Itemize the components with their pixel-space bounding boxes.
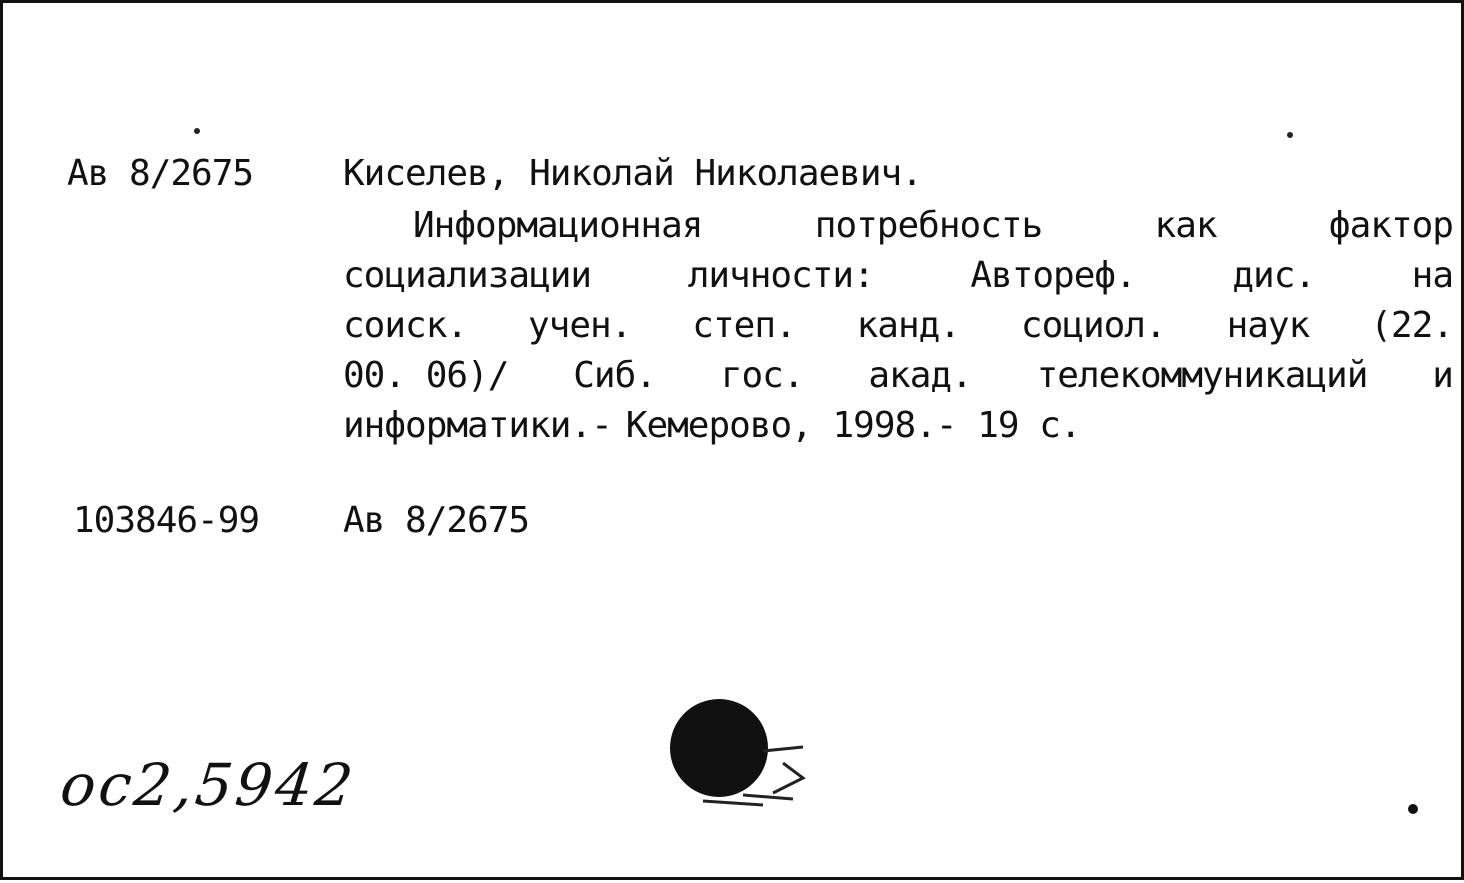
word: 00. 06)/ [343, 355, 509, 396]
word: наук [1226, 305, 1310, 346]
word: социол. [1020, 305, 1166, 346]
word: и [1432, 355, 1453, 396]
description-line [343, 305, 1453, 346]
word: на [1411, 255, 1453, 296]
speck [1408, 804, 1418, 814]
speck [1287, 132, 1293, 138]
inventory-number: 103846-99 [73, 500, 260, 541]
word: соиск. [343, 305, 468, 346]
word: гос. [720, 355, 804, 396]
word: Кемерово, 1998.- 19 с. [625, 405, 1081, 446]
author-heading: Киселев, Николай Николаевич. [343, 153, 922, 194]
description-line [343, 255, 1453, 296]
inventory-shelf-mark: Ав 8/2675 [343, 500, 530, 541]
description-line [343, 405, 1453, 446]
word: потребность [814, 205, 1043, 246]
word: личности: [687, 255, 874, 296]
punch-hole-circle [670, 699, 768, 797]
word: степ. [692, 305, 796, 346]
word: учен. [527, 305, 632, 346]
word: акад. [868, 355, 972, 396]
word: Автореф. [970, 255, 1136, 296]
word: информатики.- [343, 405, 612, 446]
punch-hole-tear-marks [703, 747, 803, 805]
word: Сиб. [573, 355, 656, 396]
handwritten-classification-code: ос2,5942 [57, 751, 359, 819]
word: Информационная [413, 205, 703, 246]
shelf-mark: Ав 8/2675 [67, 153, 254, 194]
word: фактор [1328, 205, 1453, 246]
word: социализации [343, 255, 592, 296]
word: канд. [856, 305, 960, 346]
word: дис. [1232, 255, 1316, 296]
word: (22. [1370, 305, 1453, 346]
description-line [343, 355, 1453, 396]
word: как [1154, 205, 1217, 246]
description-line [413, 205, 1453, 246]
word: телекоммуникаций [1036, 355, 1368, 396]
speck [194, 128, 200, 134]
